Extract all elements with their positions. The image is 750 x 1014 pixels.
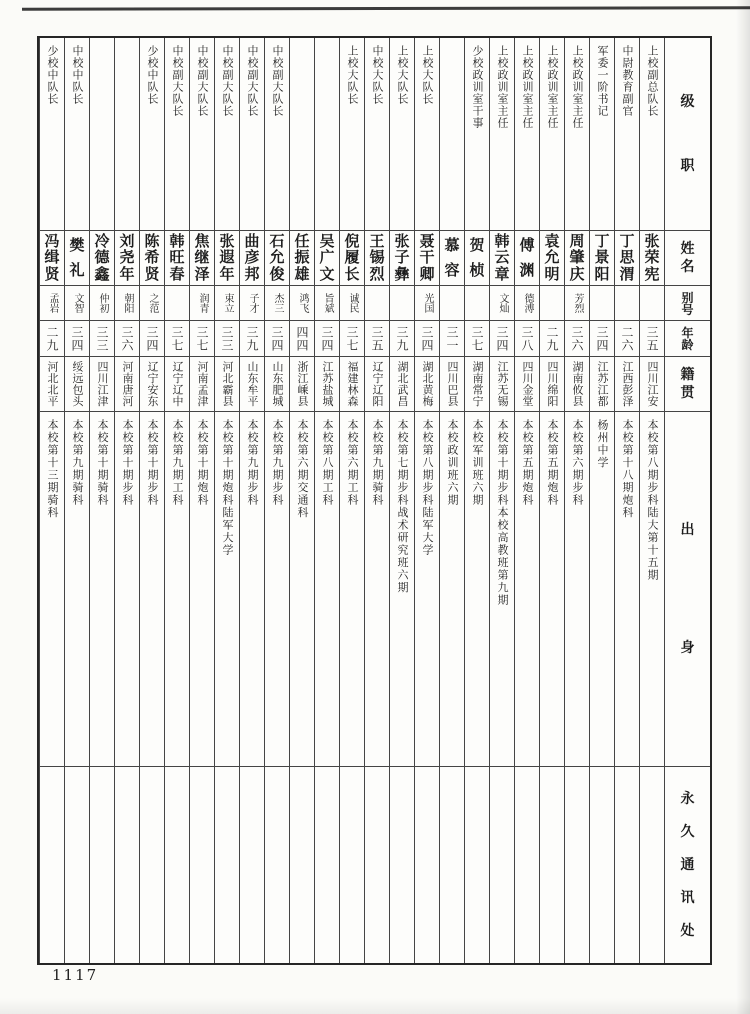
address-cell — [640, 767, 664, 963]
address-cell — [240, 767, 264, 963]
name-cell: 丁 思 渭 — [615, 231, 639, 286]
native-place-cell: 四川绵阳 — [540, 357, 564, 412]
background-cell: 本校第七期步科战术研究班六期 — [390, 412, 414, 767]
alias-cell: 束立 — [215, 286, 239, 321]
native-place-cell: 湖南攸县 — [565, 357, 589, 412]
age-cell: 三四 — [265, 321, 289, 357]
alias-cell: 芳烈 — [565, 286, 589, 321]
position-cell — [440, 38, 464, 231]
native-place-cell: 福建林森 — [340, 357, 364, 412]
name-cell: 韩 旺 春 — [165, 231, 189, 286]
person-column — [289, 38, 314, 963]
background-cell: 本校第十八期炮科 — [615, 412, 639, 767]
background-cell: 本校第九期骑科 — [65, 412, 89, 767]
alias-cell: 德溥 — [515, 286, 539, 321]
native-place-cell: 辽宁辽阳 — [365, 357, 389, 412]
position-cell: 中尉教育副官 — [615, 38, 639, 231]
background-cell: 本校军训班六期 — [465, 412, 489, 767]
address-cell — [190, 767, 214, 963]
native-place-cell: 湖北黄梅 — [415, 357, 439, 412]
name-cell: 聂 干 卿 — [415, 231, 439, 286]
scan-edge-line — [22, 6, 750, 11]
address-cell — [90, 767, 114, 963]
native-place-cell: 河北霸县 — [215, 357, 239, 412]
background-cell: 杨州中学 — [590, 412, 614, 767]
person-column — [464, 38, 489, 963]
name-cell: 慕 容 — [440, 231, 464, 286]
header-background-label: 出 身 — [665, 412, 710, 767]
name-cell: 王 锡 烈 — [365, 231, 389, 286]
person-column — [39, 38, 64, 963]
age-cell: 三五 — [365, 321, 389, 357]
person-column — [339, 38, 364, 963]
alias-cell — [590, 286, 614, 321]
person-column — [564, 38, 589, 963]
background-cell: 本校第八期步科陆大第十五期 — [640, 412, 664, 767]
position-cell: 中校副大队长 — [165, 38, 189, 231]
position-cell: 中校副大队长 — [215, 38, 239, 231]
person-column — [64, 38, 89, 963]
native-place-cell: 江西彭泽 — [615, 357, 639, 412]
alias-cell — [365, 286, 389, 321]
position-cell — [290, 38, 314, 231]
address-cell — [415, 767, 439, 963]
address-cell — [365, 767, 389, 963]
alias-cell: 仲初 — [90, 286, 114, 321]
position-cell: 上校政训室主任 — [515, 38, 539, 231]
background-cell: 本校政训班六期 — [440, 412, 464, 767]
address-cell — [165, 767, 189, 963]
alias-cell: 旨斌 — [315, 286, 339, 321]
native-place-cell: 浙江嵊县 — [290, 357, 314, 412]
native-place-cell: 绥远包头 — [65, 357, 89, 412]
alias-cell — [390, 286, 414, 321]
age-cell: 三八 — [515, 321, 539, 357]
page-number: 1117 — [52, 966, 99, 984]
alias-cell: 朝阳 — [115, 286, 139, 321]
alias-cell: 子才 — [240, 286, 264, 321]
person-column — [614, 38, 639, 963]
address-cell — [40, 767, 64, 963]
scan-right-shadow — [736, 0, 750, 1014]
alias-cell — [540, 286, 564, 321]
alias-cell: 光国 — [415, 286, 439, 321]
age-cell: 三五 — [640, 321, 664, 357]
name-cell: 贺 桢 — [465, 231, 489, 286]
name-cell: 焦 继 泽 — [190, 231, 214, 286]
name-cell: 曲 彦 邦 — [240, 231, 264, 286]
header-column — [664, 38, 710, 963]
background-cell: 本校第十期骑科 — [90, 412, 114, 767]
position-cell: 少校中队长 — [140, 38, 164, 231]
address-cell — [615, 767, 639, 963]
age-cell: 三七 — [465, 321, 489, 357]
age-cell: 二九 — [40, 321, 64, 357]
person-column — [364, 38, 389, 963]
name-cell: 冯 缉 贤 — [40, 231, 64, 286]
name-cell: 张 遐 年 — [215, 231, 239, 286]
native-place-cell: 四川江安 — [640, 357, 664, 412]
age-cell: 三六 — [565, 321, 589, 357]
name-cell: 倪 履 长 — [340, 231, 364, 286]
age-cell: 四四 — [290, 321, 314, 357]
background-cell: 本校第九期步科 — [240, 412, 264, 767]
age-cell: 三四 — [315, 321, 339, 357]
background-cell: 本校第十期炮科陆军大学 — [215, 412, 239, 767]
address-cell — [590, 767, 614, 963]
age-cell: 三四 — [65, 321, 89, 357]
age-cell: 三九 — [390, 321, 414, 357]
background-cell: 本校第十期步科 — [140, 412, 164, 767]
alias-cell: 诚民 — [340, 286, 364, 321]
position-cell — [90, 38, 114, 231]
address-cell — [515, 767, 539, 963]
person-column — [639, 38, 664, 963]
alias-cell: 润青 — [190, 286, 214, 321]
person-column — [189, 38, 214, 963]
address-cell — [115, 767, 139, 963]
person-column — [589, 38, 614, 963]
age-cell: 三九 — [240, 321, 264, 357]
age-cell: 三四 — [415, 321, 439, 357]
address-cell — [340, 767, 364, 963]
name-cell: 袁 允 明 — [540, 231, 564, 286]
address-cell — [215, 767, 239, 963]
background-cell: 本校第九期工科 — [165, 412, 189, 767]
position-cell: 中校大队长 — [365, 38, 389, 231]
alias-cell — [440, 286, 464, 321]
alias-cell: 鸿飞 — [290, 286, 314, 321]
native-place-cell: 湖南常宁 — [465, 357, 489, 412]
position-cell: 上校大队长 — [415, 38, 439, 231]
person-column — [414, 38, 439, 963]
person-column — [239, 38, 264, 963]
native-place-cell: 山东牟平 — [240, 357, 264, 412]
address-cell — [490, 767, 514, 963]
age-cell: 三三 — [90, 321, 114, 357]
position-cell: 少校政训室干事 — [465, 38, 489, 231]
position-cell: 上校政训室主任 — [565, 38, 589, 231]
scan-bottom-shadow — [0, 998, 750, 1014]
name-cell: 刘 尧 年 — [115, 231, 139, 286]
alias-cell — [640, 286, 664, 321]
position-cell — [315, 38, 339, 231]
native-place-cell: 河南唐河 — [115, 357, 139, 412]
native-place-cell: 四川江津 — [90, 357, 114, 412]
background-cell: 本校第六期步科 — [565, 412, 589, 767]
address-cell — [290, 767, 314, 963]
address-cell — [390, 767, 414, 963]
alias-cell: 杰三 — [265, 286, 289, 321]
native-place-cell: 江苏江都 — [590, 357, 614, 412]
background-cell: 本校第十期步科本校高教班第九期 — [490, 412, 514, 767]
person-column — [89, 38, 114, 963]
native-place-cell: 江苏盐城 — [315, 357, 339, 412]
age-cell: 三四 — [140, 321, 164, 357]
person-column — [164, 38, 189, 963]
age-cell: 三七 — [340, 321, 364, 357]
position-cell — [115, 38, 139, 231]
alias-cell: 文智 — [65, 286, 89, 321]
person-column — [314, 38, 339, 963]
name-cell: 丁 景 阳 — [590, 231, 614, 286]
name-cell: 陈 希 贤 — [140, 231, 164, 286]
person-column — [439, 38, 464, 963]
position-cell: 上校政训室主任 — [540, 38, 564, 231]
background-cell: 本校第五期炮科 — [515, 412, 539, 767]
person-column — [114, 38, 139, 963]
header-native-place-label: 籍 贯 — [665, 357, 710, 412]
name-cell: 冷 德 鑫 — [90, 231, 114, 286]
age-cell: 三六 — [115, 321, 139, 357]
native-place-cell: 河南孟津 — [190, 357, 214, 412]
roster-table — [37, 36, 712, 965]
address-cell — [65, 767, 89, 963]
native-place-cell: 山东肥城 — [265, 357, 289, 412]
position-cell: 中校副大队长 — [190, 38, 214, 231]
background-cell: 本校第六期工科 — [340, 412, 364, 767]
background-cell: 本校第五期炮科 — [540, 412, 564, 767]
alias-cell — [615, 286, 639, 321]
person-column — [514, 38, 539, 963]
address-cell — [465, 767, 489, 963]
age-cell: 三七 — [165, 321, 189, 357]
background-cell: 本校第八期工科 — [315, 412, 339, 767]
native-place-cell: 江苏无锡 — [490, 357, 514, 412]
native-place-cell: 辽宁安东 — [140, 357, 164, 412]
background-cell: 本校第九期骑科 — [365, 412, 389, 767]
position-cell: 中校副大队长 — [265, 38, 289, 231]
position-cell: 上校大队长 — [340, 38, 364, 231]
position-cell: 军委一阶书记 — [590, 38, 614, 231]
position-cell: 中校中队长 — [65, 38, 89, 231]
header-alias-label: 别 号 — [665, 286, 710, 321]
age-cell: 三一 — [440, 321, 464, 357]
person-column — [139, 38, 164, 963]
address-cell — [265, 767, 289, 963]
header-name-label: 姓 名 — [665, 231, 710, 286]
person-column — [489, 38, 514, 963]
header-age-label: 年 龄 — [665, 321, 710, 357]
position-cell: 中校副大队长 — [240, 38, 264, 231]
background-cell: 本校第八期步科陆军大学 — [415, 412, 439, 767]
name-cell: 张 荣 宪 — [640, 231, 664, 286]
age-cell: 三七 — [190, 321, 214, 357]
age-cell: 三三 — [215, 321, 239, 357]
person-column — [539, 38, 564, 963]
background-cell: 本校第十期步科 — [115, 412, 139, 767]
native-place-cell: 湖北武昌 — [390, 357, 414, 412]
name-cell: 吴 广 文 — [315, 231, 339, 286]
alias-cell — [165, 286, 189, 321]
name-cell: 韩 云 章 — [490, 231, 514, 286]
alias-cell: 文灿 — [490, 286, 514, 321]
background-cell: 本校第九期步科 — [265, 412, 289, 767]
position-cell: 上校大队长 — [390, 38, 414, 231]
background-cell: 本校第六期交通科 — [290, 412, 314, 767]
name-cell: 任 振 雄 — [290, 231, 314, 286]
alias-cell — [465, 286, 489, 321]
address-cell — [440, 767, 464, 963]
person-column — [264, 38, 289, 963]
person-column — [214, 38, 239, 963]
position-cell: 上校政训室主任 — [490, 38, 514, 231]
native-place-cell: 辽宁辽中 — [165, 357, 189, 412]
name-cell: 樊 礼 — [65, 231, 89, 286]
age-cell: 二六 — [615, 321, 639, 357]
header-address-label: 永 久 通 讯 处 — [680, 791, 695, 939]
age-cell: 三四 — [490, 321, 514, 357]
age-cell: 三四 — [590, 321, 614, 357]
name-cell: 张 子 彝 — [390, 231, 414, 286]
name-cell: 傅 渊 — [515, 231, 539, 286]
age-cell: 二九 — [540, 321, 564, 357]
background-cell: 本校第十三期骑科 — [40, 412, 64, 767]
address-cell — [565, 767, 589, 963]
native-place-cell: 河北北平 — [40, 357, 64, 412]
name-cell: 石 允 俊 — [265, 231, 289, 286]
position-cell: 少校中队长 — [40, 38, 64, 231]
name-cell: 周 肇 庆 — [565, 231, 589, 286]
background-cell: 本校第十期炮科 — [190, 412, 214, 767]
position-cell: 上校副总队长 — [640, 38, 664, 231]
alias-cell: 之范 — [140, 286, 164, 321]
native-place-cell: 四川金堂 — [515, 357, 539, 412]
address-cell — [315, 767, 339, 963]
address-cell — [140, 767, 164, 963]
alias-cell: 孟岩 — [40, 286, 64, 321]
native-place-cell: 四川巴县 — [440, 357, 464, 412]
header-position-label: 级 职 — [665, 38, 710, 231]
person-column — [389, 38, 414, 963]
address-cell — [540, 767, 564, 963]
